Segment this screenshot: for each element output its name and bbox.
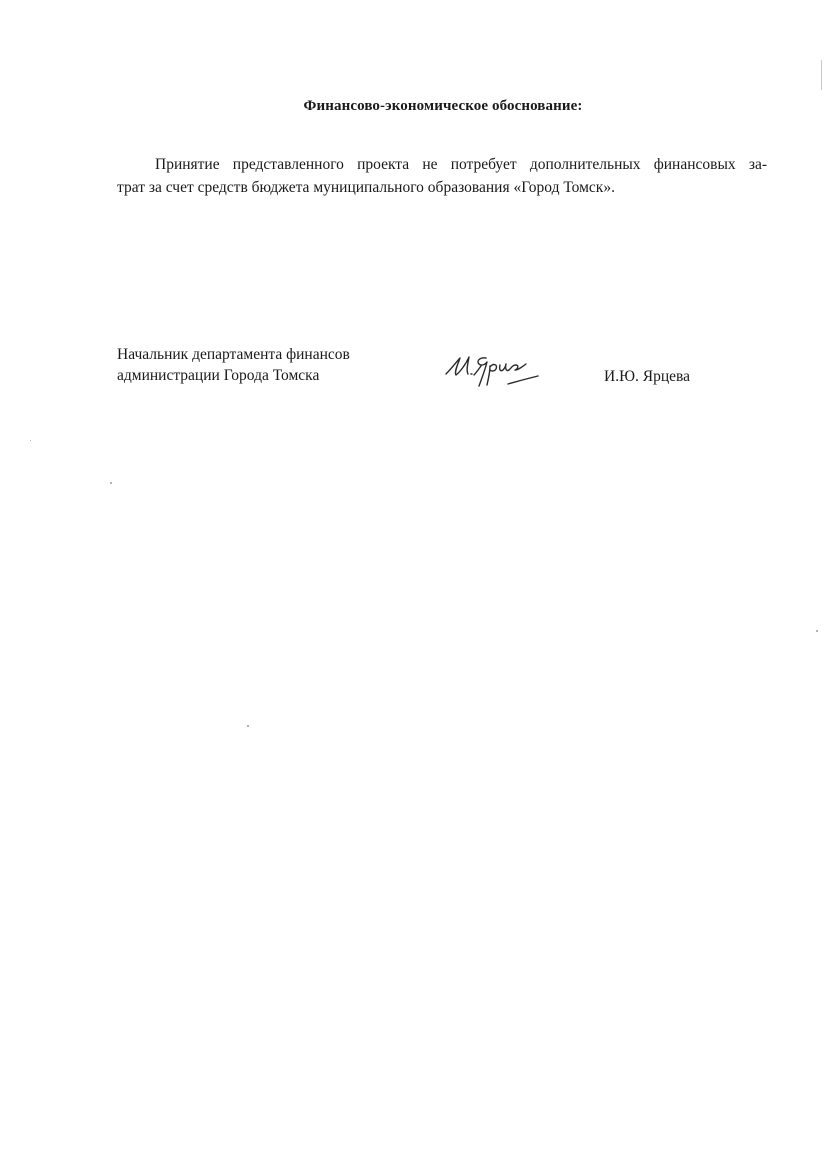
document-heading: Финансово-экономическое обоснование: — [303, 98, 583, 114]
document-paragraph — [117, 153, 767, 199]
signer-position-line-2: администрации Города Томска — [117, 367, 320, 384]
scan-speck — [110, 482, 112, 484]
paragraph-line-1: Принятие представленного проекта не потребует дополнительных финансовых за- — [155, 156, 767, 173]
signer-name: И.Ю. Ярцева — [604, 368, 691, 385]
signer-position — [117, 344, 350, 386]
signer-position-line-1: Начальник департамента финансов — [117, 346, 350, 363]
paragraph-line-2: трат за счет средств бюджета муниципального образования «Город Томск». — [117, 179, 615, 196]
scan-speck — [816, 630, 818, 632]
scan-speck — [30, 440, 31, 441]
handwritten-signature — [438, 348, 548, 394]
scan-speck — [247, 725, 249, 727]
scan-edge-mark — [821, 60, 822, 90]
